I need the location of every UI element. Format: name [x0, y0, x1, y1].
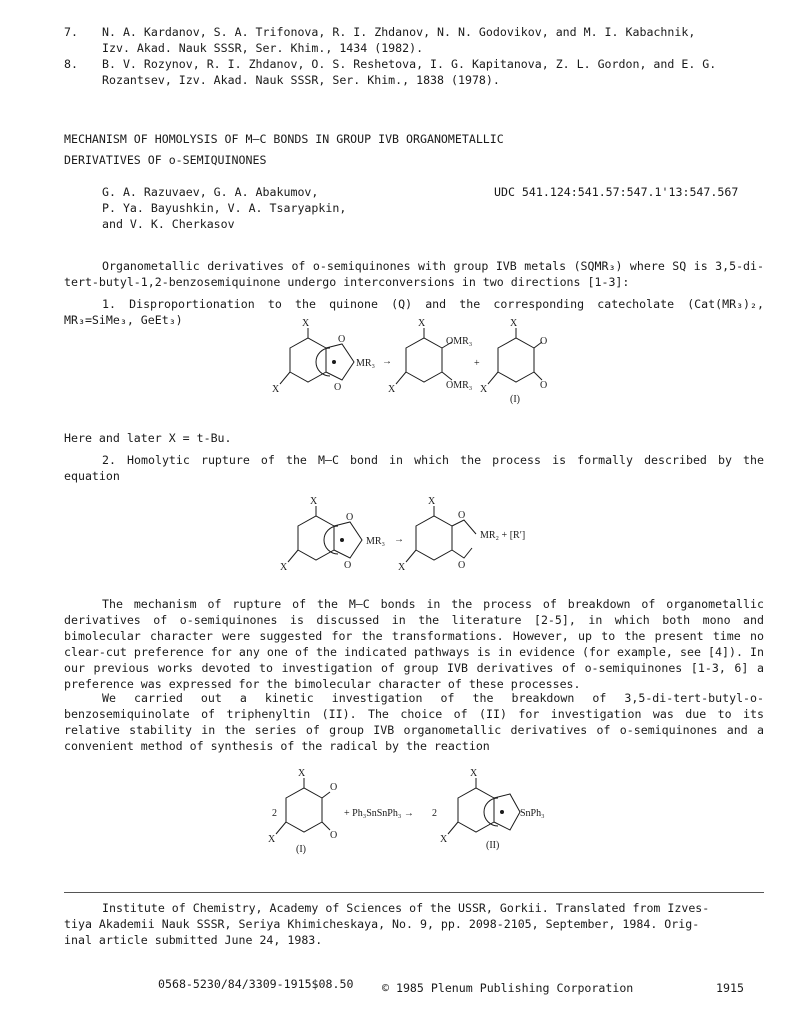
benzene-ring: [406, 338, 442, 382]
x-label: X: [388, 384, 396, 395]
item-2-paragraph: 2. Homolytic rupture of the M—C bond in which the process is formally described by the equation: [64, 453, 764, 483]
coefficient: 2: [272, 808, 277, 819]
author-line: G. A. Razuvaev, G. A. Abakumov,: [102, 185, 319, 199]
o-label: O: [458, 560, 466, 571]
reference-line: Izv. Akad. Nauk SSSR, Ser. Khim., 1434 (1982).: [102, 41, 424, 55]
footnote-line: inal article submitted June 24, 1983.: [64, 933, 323, 947]
chelate-ring: [326, 344, 354, 380]
x-label: X: [268, 834, 276, 845]
x-label: X: [272, 384, 280, 395]
reference-line: N. A. Kardanov, S. A. Trifonova, R. I. Zhdanov, N. N. Godovikov, and M. I. Kabachnik,: [102, 25, 696, 39]
benzene-ring: [290, 338, 326, 382]
item-1-paragraph: 1. Disproportionation to the quinone (Q) and the corresponding catecholate (Cat(MR₃)₂, MR₃=SiMe₃, GeEt₃): [64, 297, 764, 327]
synthesis-scheme: [252, 768, 582, 855]
benzene-ring: [458, 788, 494, 832]
publication-code: 0568-5230/84/3309-1915$08.50: [158, 977, 354, 991]
o-label: O: [344, 560, 352, 571]
x-label: X: [280, 562, 288, 573]
mr2-label: MR₂ + [R′]: [480, 530, 526, 541]
intro-paragraph: Organometallic derivatives of o-semiquinones with group IVB metals (SQMR₃) where SQ is 3,5-di-tert-butyl-1,2-benzosemiquinone undergo interconversions in two directions [1-3]:: [64, 259, 764, 289]
reference-line: Rozantsev, Izv. Akad. Nauk SSSR, Ser. Khim., 1838 (1978).: [102, 73, 500, 87]
reference-7: [64, 24, 774, 56]
o-label: O: [458, 510, 466, 521]
reference-number: 7.: [64, 25, 78, 39]
mr3-label: MR₃: [366, 536, 386, 547]
o-label: O: [330, 782, 338, 793]
x-label: X: [480, 384, 488, 395]
o-label: O: [334, 382, 342, 393]
reaction-arrow: →: [394, 534, 404, 545]
o-label: O: [540, 380, 548, 391]
o-label: O: [338, 334, 346, 345]
o-label: O: [346, 512, 354, 523]
x-label: X: [310, 496, 318, 507]
chelate-ring: [334, 522, 362, 558]
x-label: X: [440, 834, 448, 845]
x-label: X: [398, 562, 406, 573]
udc-code: UDC 541.124:541.57:547.1'13:547.567: [494, 185, 739, 199]
copyright-notice: © 1985 Plenum Publishing Corporation: [382, 981, 634, 995]
compound-label-II: (II): [486, 840, 500, 851]
quinone-ring: [286, 788, 322, 832]
mr3-label: MR₃: [356, 358, 376, 369]
footnote-rule: [64, 892, 764, 893]
snph3-label: SnPh₃: [520, 808, 545, 819]
quinone-ring: [498, 338, 534, 382]
x-label: X: [418, 318, 426, 329]
homolysis-scheme: [280, 496, 560, 573]
x-label: X: [428, 496, 436, 507]
reaction-arrow: →: [382, 356, 392, 367]
x-label: X: [302, 318, 310, 329]
o-label: O: [330, 830, 338, 841]
article-title-line2: DERIVATIVES OF o-SEMIQUINONES: [64, 153, 267, 167]
plus-sign: +: [474, 358, 480, 369]
compound-label-I: (I): [510, 394, 520, 405]
page-number: 1915: [716, 981, 744, 995]
reagent-text: + Ph₃SnSnPh₃ →: [344, 808, 414, 819]
disproportionation-scheme: [260, 318, 560, 406]
kinetic-paragraph: We carried out a kinetic investigation of the breakdown of 3,5-di-tert-butyl-o-benzosemiquinolate of triphenyltin (II). The choice of (II) for investigation was due to its relative stability in the series of group IVB organometallic derivatives of o-semiquinones and a convenient method of synthesis of the radical by the reaction: [64, 691, 764, 753]
reference-8: [64, 56, 774, 88]
footnote-line: Institute of Chemistry, Academy of Sciences of the USSR, Gorkii. Translated from Izves-: [102, 901, 710, 915]
x-label: X: [298, 768, 306, 779]
footnote-line: tiya Akademii Nauk SSSR, Seriya Khimicheskaya, No. 9, pp. 2098-2105, September, 1984. Orig-: [64, 917, 700, 931]
benzene-ring: [416, 516, 452, 560]
article-title-line1: MECHANISM OF HOMOLYSIS OF M—C BONDS IN GROUP IVB ORGANOMETALLIC: [64, 132, 504, 146]
mechanism-paragraph: The mechanism of rupture of the M—C bonds in the process of breakdown of organometallic derivatives of o-semiquinones is discussed in the literature [2-5], in which both mono and bimolecular character were suggested for the transformations. However, up to the present time no clear-cut preference for any one of the indicated pathways is in evidence (for example, see [4]). In our previous works devoted to investigation of group IVB derivatives of o-semiquinones [1-3, 6] a preference was expressed for the bimolecular character of these processes.: [64, 597, 764, 691]
omr3-label: OMR₃: [446, 336, 473, 347]
compound-label-I: (I): [296, 844, 306, 855]
author-line: and V. K. Cherkasov: [102, 217, 235, 231]
reference-number: 8.: [64, 57, 78, 71]
x-label: X: [470, 768, 478, 779]
o-label: O: [540, 336, 548, 347]
author-line: P. Ya. Bayushkin, V. A. Tsaryapkin,: [102, 201, 347, 215]
chelate-ring: [494, 794, 520, 830]
reference-line: B. V. Rozynov, R. I. Zhdanov, O. S. Reshetova, I. G. Kapitanova, Z. L. Gordon, and E. G.: [102, 57, 717, 71]
omr3-label: OMR₃: [446, 380, 473, 391]
here-x-note: Here and later X = t-Bu.: [64, 431, 232, 445]
x-label: X: [510, 318, 518, 329]
coefficient: 2: [432, 808, 437, 819]
benzene-ring: [298, 516, 334, 560]
